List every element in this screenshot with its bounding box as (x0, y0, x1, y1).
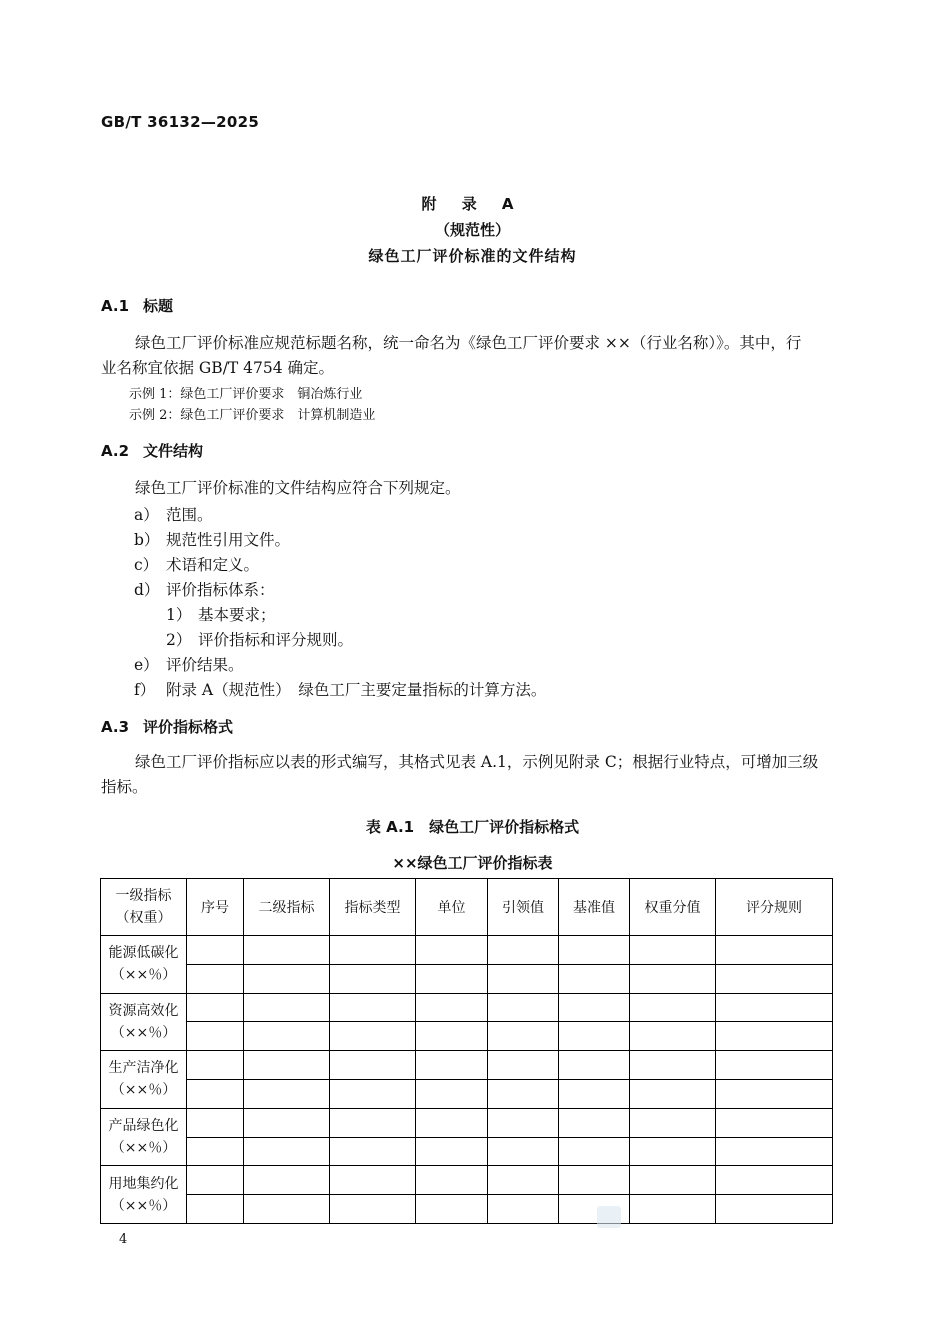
table-cell (559, 993, 630, 1022)
table-cell (630, 964, 716, 993)
table-caption: 表 A.1 绿色工厂评价指标格式 (365, 818, 580, 836)
table-cell (244, 1195, 330, 1224)
table-cell (630, 1022, 716, 1051)
table-cell (630, 1137, 716, 1166)
list-item-text: 基本要求； (198, 606, 276, 624)
table-cell (187, 936, 244, 965)
section-a3-paragraph-line2: 指标。 (101, 778, 148, 796)
table-cell (716, 936, 833, 965)
table-cell (416, 993, 488, 1022)
table-row (101, 1051, 833, 1080)
table-cell (488, 1166, 559, 1195)
category-weight: （××％） (110, 967, 177, 984)
table-cell (187, 1022, 244, 1051)
table-cell (416, 1166, 488, 1195)
list-item-label: e） (134, 656, 159, 674)
table-cell (330, 993, 416, 1022)
table-cell (187, 1137, 244, 1166)
category-name: 用地集约化 (108, 1175, 179, 1192)
section-number: A.3 (101, 718, 130, 736)
table-cell (716, 1022, 833, 1051)
table-cell (630, 936, 716, 965)
list-item-text: 评价指标体系： (166, 581, 275, 599)
table-cell (187, 993, 244, 1022)
section-title: 标题 (143, 297, 174, 315)
category-name: 资源高效化 (108, 1002, 179, 1019)
list-item (134, 578, 275, 600)
header-text: 一级指标 (115, 888, 172, 904)
category-name: 产品绿色化 (108, 1118, 179, 1135)
table-row (101, 1195, 833, 1224)
indicator-table (100, 878, 833, 1224)
list-item-label: 2） (166, 631, 192, 649)
table-cell (488, 1051, 559, 1080)
table-cell (630, 1108, 716, 1137)
table-row (101, 1022, 833, 1051)
header-cell: 权重分值 (630, 879, 716, 936)
table-cell (630, 1079, 716, 1108)
table-cell (244, 1137, 330, 1166)
table-cell (559, 1108, 630, 1137)
header-cell: 序号 (187, 879, 244, 936)
section-a3-paragraph-line1: 绿色工厂评价指标应以表的形式编写，其格式见表 A.1，示例见附录 C；根据行业特点，可增加三级 (135, 753, 819, 771)
table-row (101, 993, 833, 1022)
table-cell (630, 993, 716, 1022)
table-cell (187, 1051, 244, 1080)
table-cell (716, 1079, 833, 1108)
list-item-text: 评价结果。 (166, 656, 244, 674)
header-text: （权重） (115, 910, 172, 926)
table-cell (330, 936, 416, 965)
table-cell (244, 1108, 330, 1137)
list-item-text: 术语和定义。 (166, 556, 260, 574)
category-weight: （××％） (110, 1140, 177, 1157)
table-header-row (101, 879, 833, 936)
section-a2-intro: 绿色工厂评价标准的文件结构应符合下列规定。 (135, 479, 461, 497)
appendix-title: 附 录 A (421, 195, 524, 213)
table-cell (330, 964, 416, 993)
page-number: 4 (119, 1232, 128, 1247)
table-cell (716, 1195, 833, 1224)
table-cell (488, 1195, 559, 1224)
category-cell (101, 993, 187, 1051)
table-cell (716, 1108, 833, 1137)
table-row (101, 936, 833, 965)
category-name: 生产洁净化 (108, 1060, 179, 1077)
category-cell (101, 1166, 187, 1224)
table-cell (630, 1195, 716, 1224)
table-row (101, 964, 833, 993)
section-title: 评价指标格式 (143, 718, 234, 736)
list-item (134, 503, 213, 525)
table-row (101, 1079, 833, 1108)
table-cell (244, 1051, 330, 1080)
table-cell (416, 1108, 488, 1137)
section-a1-heading (101, 295, 173, 316)
list-item-label: b） (134, 531, 160, 549)
category-name: 能源低碳化 (108, 945, 179, 962)
table-cell (330, 1079, 416, 1108)
table-cell (330, 1051, 416, 1080)
section-a2-heading (101, 440, 203, 461)
header-cell: 指标类型 (330, 879, 416, 936)
table-cell (559, 1051, 630, 1080)
category-weight: （××％） (110, 1197, 177, 1214)
table-cell (244, 993, 330, 1022)
sub-list-item (166, 603, 276, 625)
table-row (101, 1137, 833, 1166)
table-cell (488, 993, 559, 1022)
table-cell (488, 1079, 559, 1108)
table-cell (187, 1079, 244, 1108)
table-cell (244, 1022, 330, 1051)
table-cell (488, 964, 559, 993)
table-cell (187, 964, 244, 993)
table-cell (488, 936, 559, 965)
table-cell (559, 1166, 630, 1195)
table-cell (416, 936, 488, 965)
table-cell (488, 1022, 559, 1051)
table-cell (716, 1051, 833, 1080)
table-cell (630, 1051, 716, 1080)
table-cell (330, 1195, 416, 1224)
table-cell (559, 1137, 630, 1166)
section-a3-heading (101, 716, 233, 737)
document-number: GB/T 36132—2025 (101, 113, 260, 131)
list-item (134, 553, 259, 575)
table-cell (244, 1166, 330, 1195)
table-cell (244, 1079, 330, 1108)
table-row (101, 1108, 833, 1137)
table-cell (244, 964, 330, 993)
table-cell (716, 1137, 833, 1166)
table-cell (559, 1079, 630, 1108)
table-cell (187, 1166, 244, 1195)
table-cell (716, 1166, 833, 1195)
section-number: A.2 (101, 442, 130, 460)
table-cell (716, 964, 833, 993)
table-row (101, 1166, 833, 1195)
list-item-label: d） (134, 581, 160, 599)
header-cell: 单位 (416, 879, 488, 936)
table-cell (630, 1166, 716, 1195)
table-cell (559, 1022, 630, 1051)
table-cell (416, 1195, 488, 1224)
header-cell: 引领值 (488, 879, 559, 936)
list-item-label: f） (134, 681, 156, 699)
list-item-text: 附录 A（规范性） 绿色工厂主要定量指标的计算方法。 (166, 681, 547, 699)
table-subcaption: ××绿色工厂评价指标表 (392, 854, 553, 872)
table-cell (330, 1108, 416, 1137)
table-cell (416, 1022, 488, 1051)
list-item-text: 规范性引用文件。 (166, 531, 291, 549)
example-1: 示例 1：绿色工厂评价要求 铜冶炼行业 (129, 387, 363, 402)
table-cell (330, 1166, 416, 1195)
table-cell (330, 1137, 416, 1166)
watermark-logo (597, 1206, 621, 1228)
header-first-level (101, 879, 187, 936)
section-a1-paragraph-line2: 业名称宜依据 GB/T 4754 确定。 (101, 359, 335, 377)
header-cell: 二级指标 (244, 879, 330, 936)
table-cell (416, 1079, 488, 1108)
list-item-label: 1） (166, 606, 192, 624)
section-number: A.1 (101, 297, 130, 315)
table-cell (559, 936, 630, 965)
category-weight: （××％） (110, 1082, 177, 1099)
list-item (134, 528, 290, 550)
table-cell (244, 936, 330, 965)
category-cell (101, 936, 187, 994)
table-cell (416, 1137, 488, 1166)
section-title: 文件结构 (143, 442, 204, 460)
header-cell: 基准值 (559, 879, 630, 936)
header-cell: 评分规则 (716, 879, 833, 936)
table-cell (330, 1022, 416, 1051)
table-cell (416, 1051, 488, 1080)
category-cell (101, 1051, 187, 1109)
category-cell (101, 1108, 187, 1166)
list-item-label: a） (134, 506, 159, 524)
appendix-name: 绿色工厂评价标准的文件结构 (368, 247, 577, 265)
table-cell (187, 1195, 244, 1224)
list-item (134, 653, 244, 675)
list-item (134, 678, 546, 700)
table-cell (488, 1137, 559, 1166)
example-2: 示例 2：绿色工厂评价要求 计算机制造业 (129, 408, 376, 423)
list-item-label: c） (134, 556, 159, 574)
list-item-text: 评价指标和评分规则。 (198, 631, 354, 649)
table-cell (416, 964, 488, 993)
table-cell (716, 993, 833, 1022)
table-cell (559, 964, 630, 993)
table-cell (187, 1108, 244, 1137)
sub-list-item (166, 628, 353, 650)
list-item-text: 范围。 (166, 506, 213, 524)
appendix-nature: （规范性） (434, 221, 510, 239)
section-a1-paragraph-line1: 绿色工厂评价标准应规范标题名称，统一命名为《绿色工厂评价要求 ××（行业名称）》。其中，行 (135, 334, 802, 352)
category-weight: （××％） (110, 1024, 177, 1041)
table-cell (488, 1108, 559, 1137)
